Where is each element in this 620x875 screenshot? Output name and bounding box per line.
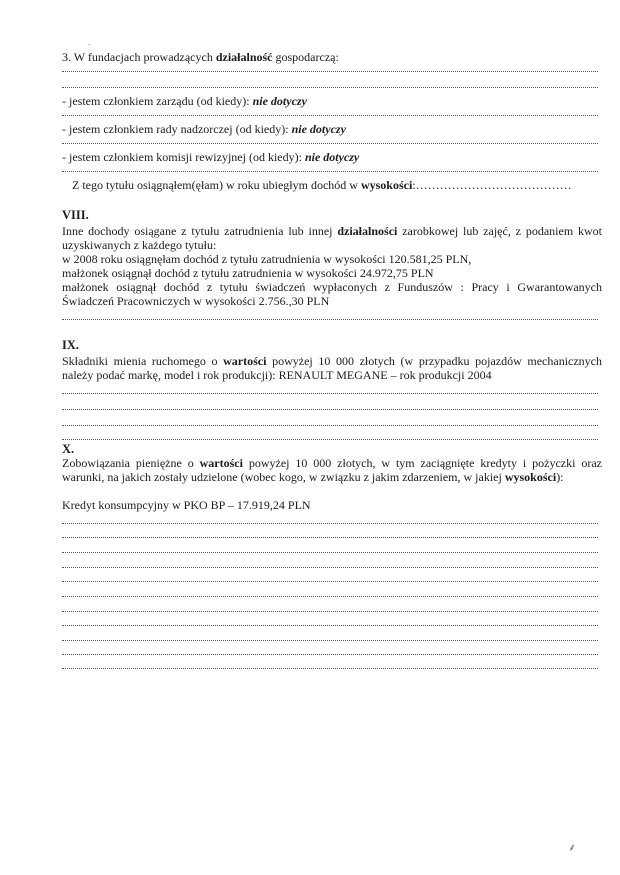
dotted-line [62,86,598,88]
dotted-line [62,667,598,669]
section-9-line-2: należy podać markę, model i rok produkcji): RENAULT MEGANE – rok produkcji 2004 [62,368,492,382]
dotted-line [62,392,598,394]
dotted-line [62,610,598,612]
section-9-line-1: Składniki mienia ruchomego o wartości powyżej 10 000 złotych (w przypadku pojazdów mechanicznych [62,354,603,368]
section-8-line-4: małżonek osiągnął dochód z tytułu zatrudnienia w wysokości 24.972,75 PLN [62,266,434,280]
section-3-title: 3. W fundacjach prowadzących działalność gospodarczą: [62,50,339,64]
dotted-line [62,566,598,568]
dotted-line [62,595,598,597]
dotted-line [62,142,598,144]
section-10-line-1: Zobowiązania pieniężne o wartości powyżej 10 000 złotych, w tym zaciągnięte kredyty i pożyczki oraz [62,456,602,470]
dotted-line [62,114,598,116]
dotted-line [62,551,598,553]
scan-mark: - [88,40,91,49]
income-line: Z tego tytułu osiągnąłem(ęłam) w roku ubiegłym dochód w wysokości:………………………………… [72,178,572,192]
section-8-line-3: w 2008 roku osiągnęłam dochód z tytułu zatrudnienia w wysokości 120.581,25 PLN, [62,252,472,266]
dotted-line [62,522,598,524]
dotted-line [62,653,598,655]
item-supervisory-board: - jestem członkiem rady nadzorczej (od kiedy): nie dotyczy [62,122,346,136]
dotted-line [62,424,598,426]
dotted-line [62,624,598,626]
scan-artifact-mark: ⸙ [568,842,577,854]
dotted-line [62,70,598,72]
dotted-line [62,438,598,440]
section-8-line-5: małżonek osiągnął dochód z tytułu świadczeń wypłaconych z Funduszów : Pracy i Gwarantowanych [62,280,602,294]
section-10-line-2: warunki, na jakich zostały udzielone (wobec kogo, w związku z jakim zdarzeniem, w jakiej wysokości): [62,470,564,484]
section-8-line-6: Świadczeń Pracowniczych w wysokości 2.756.,30 PLN [62,294,330,308]
section-8-line-2: uzyskiwanych z każdego tytułu: [62,238,217,252]
item-audit-committee: - jestem członkiem komisji rewizyjnej (od kiedy): nie dotyczy [62,150,360,164]
item-board-member: - jestem członkiem zarządu (od kiedy): nie dotyczy [62,94,307,108]
dotted-line [62,170,598,172]
dotted-line [62,408,598,410]
credit-line: Kredyt konsumpcyjny w PKO BP – 17.919,24 PLN [62,498,311,512]
section-10-number: X. [62,442,75,456]
section-9-number: IX. [62,338,80,352]
section-8-number: VIII. [62,208,89,222]
dotted-line [62,639,598,641]
section-8-line-1: Inne dochody osiągane z tytułu zatrudnienia lub innej działalności zarobkowej lub zajęć, z podaniem kwot [62,224,603,238]
dotted-line [62,318,598,320]
dotted-line [62,580,598,582]
dotted-line [62,536,598,538]
